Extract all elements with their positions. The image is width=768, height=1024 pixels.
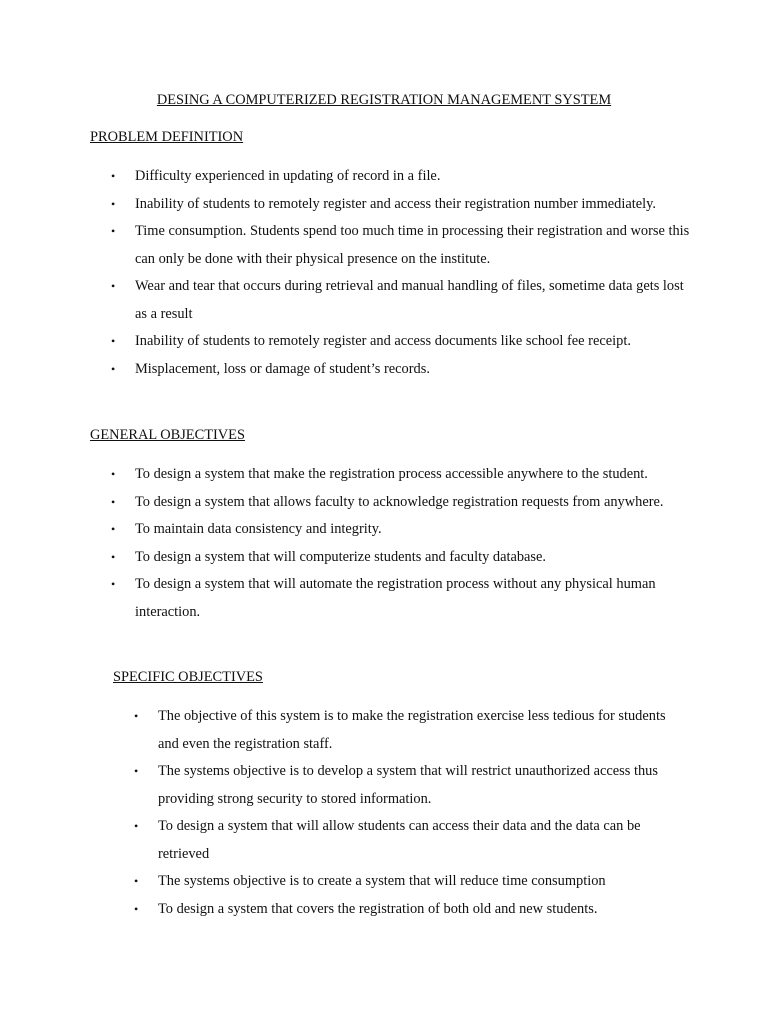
- list-item: • The systems objective is to create a system that will reduce time consumption: [134, 873, 606, 889]
- problem-definition-list: [111, 163, 690, 383]
- list-item: • Wear and tear that occurs during retrieval and manual handling of files, sometime data gets lost as a result: [111, 278, 684, 322]
- general-objectives-heading: GENERAL OBJECTIVES: [90, 427, 245, 443]
- list-item: • To design a system that will allow students can access their data and the data can be retrieved: [134, 818, 641, 862]
- list-item: • Difficulty experienced in updating of record in a file.: [111, 168, 441, 184]
- list-item: • The systems objective is to develop a system that will restrict unauthorized access thus providing strong security to stored information.: [134, 763, 658, 807]
- list-item: • Inability of students to remotely register and access their registration number immediately.: [111, 195, 656, 212]
- list-item: • To design a system that covers the registration of both old and new students.: [134, 900, 598, 917]
- specific-objectives-heading: SPECIFIC OBJECTIVES: [113, 669, 263, 685]
- list-item: • Inability of students to remotely register and access documents like school fee receipt.: [111, 333, 631, 349]
- problem-definition-heading: PROBLEM DEFINITION: [90, 129, 244, 145]
- document-title: DESING A COMPUTERIZED REGISTRATION MANAGEMENT SYSTEM: [156, 92, 612, 108]
- specific-objectives-list: [134, 703, 688, 923]
- list-item: • To design a system that make the registration process accessible anywhere to the student.: [111, 466, 648, 482]
- list-item: • Time consumption. Students spend too much time in processing their registration and worse this can only be done with their physical presence on the institute.: [111, 223, 690, 267]
- list-item: • To design a system that will computerize students and faculty database.: [111, 548, 547, 565]
- list-item: • To design a system that will automate the registration process without any physical human interaction.: [111, 576, 656, 620]
- general-objectives-list: [111, 461, 690, 626]
- list-item: • To design a system that allows faculty to acknowledge registration requests from anywhere.: [111, 493, 664, 510]
- list-item: • To maintain data consistency and integrity.: [111, 521, 382, 537]
- list-item: • The objective of this system is to make the registration exercise less tedious for students and even the registration staff.: [134, 708, 666, 752]
- list-item: • Misplacement, loss or damage of student’s records.: [111, 360, 430, 377]
